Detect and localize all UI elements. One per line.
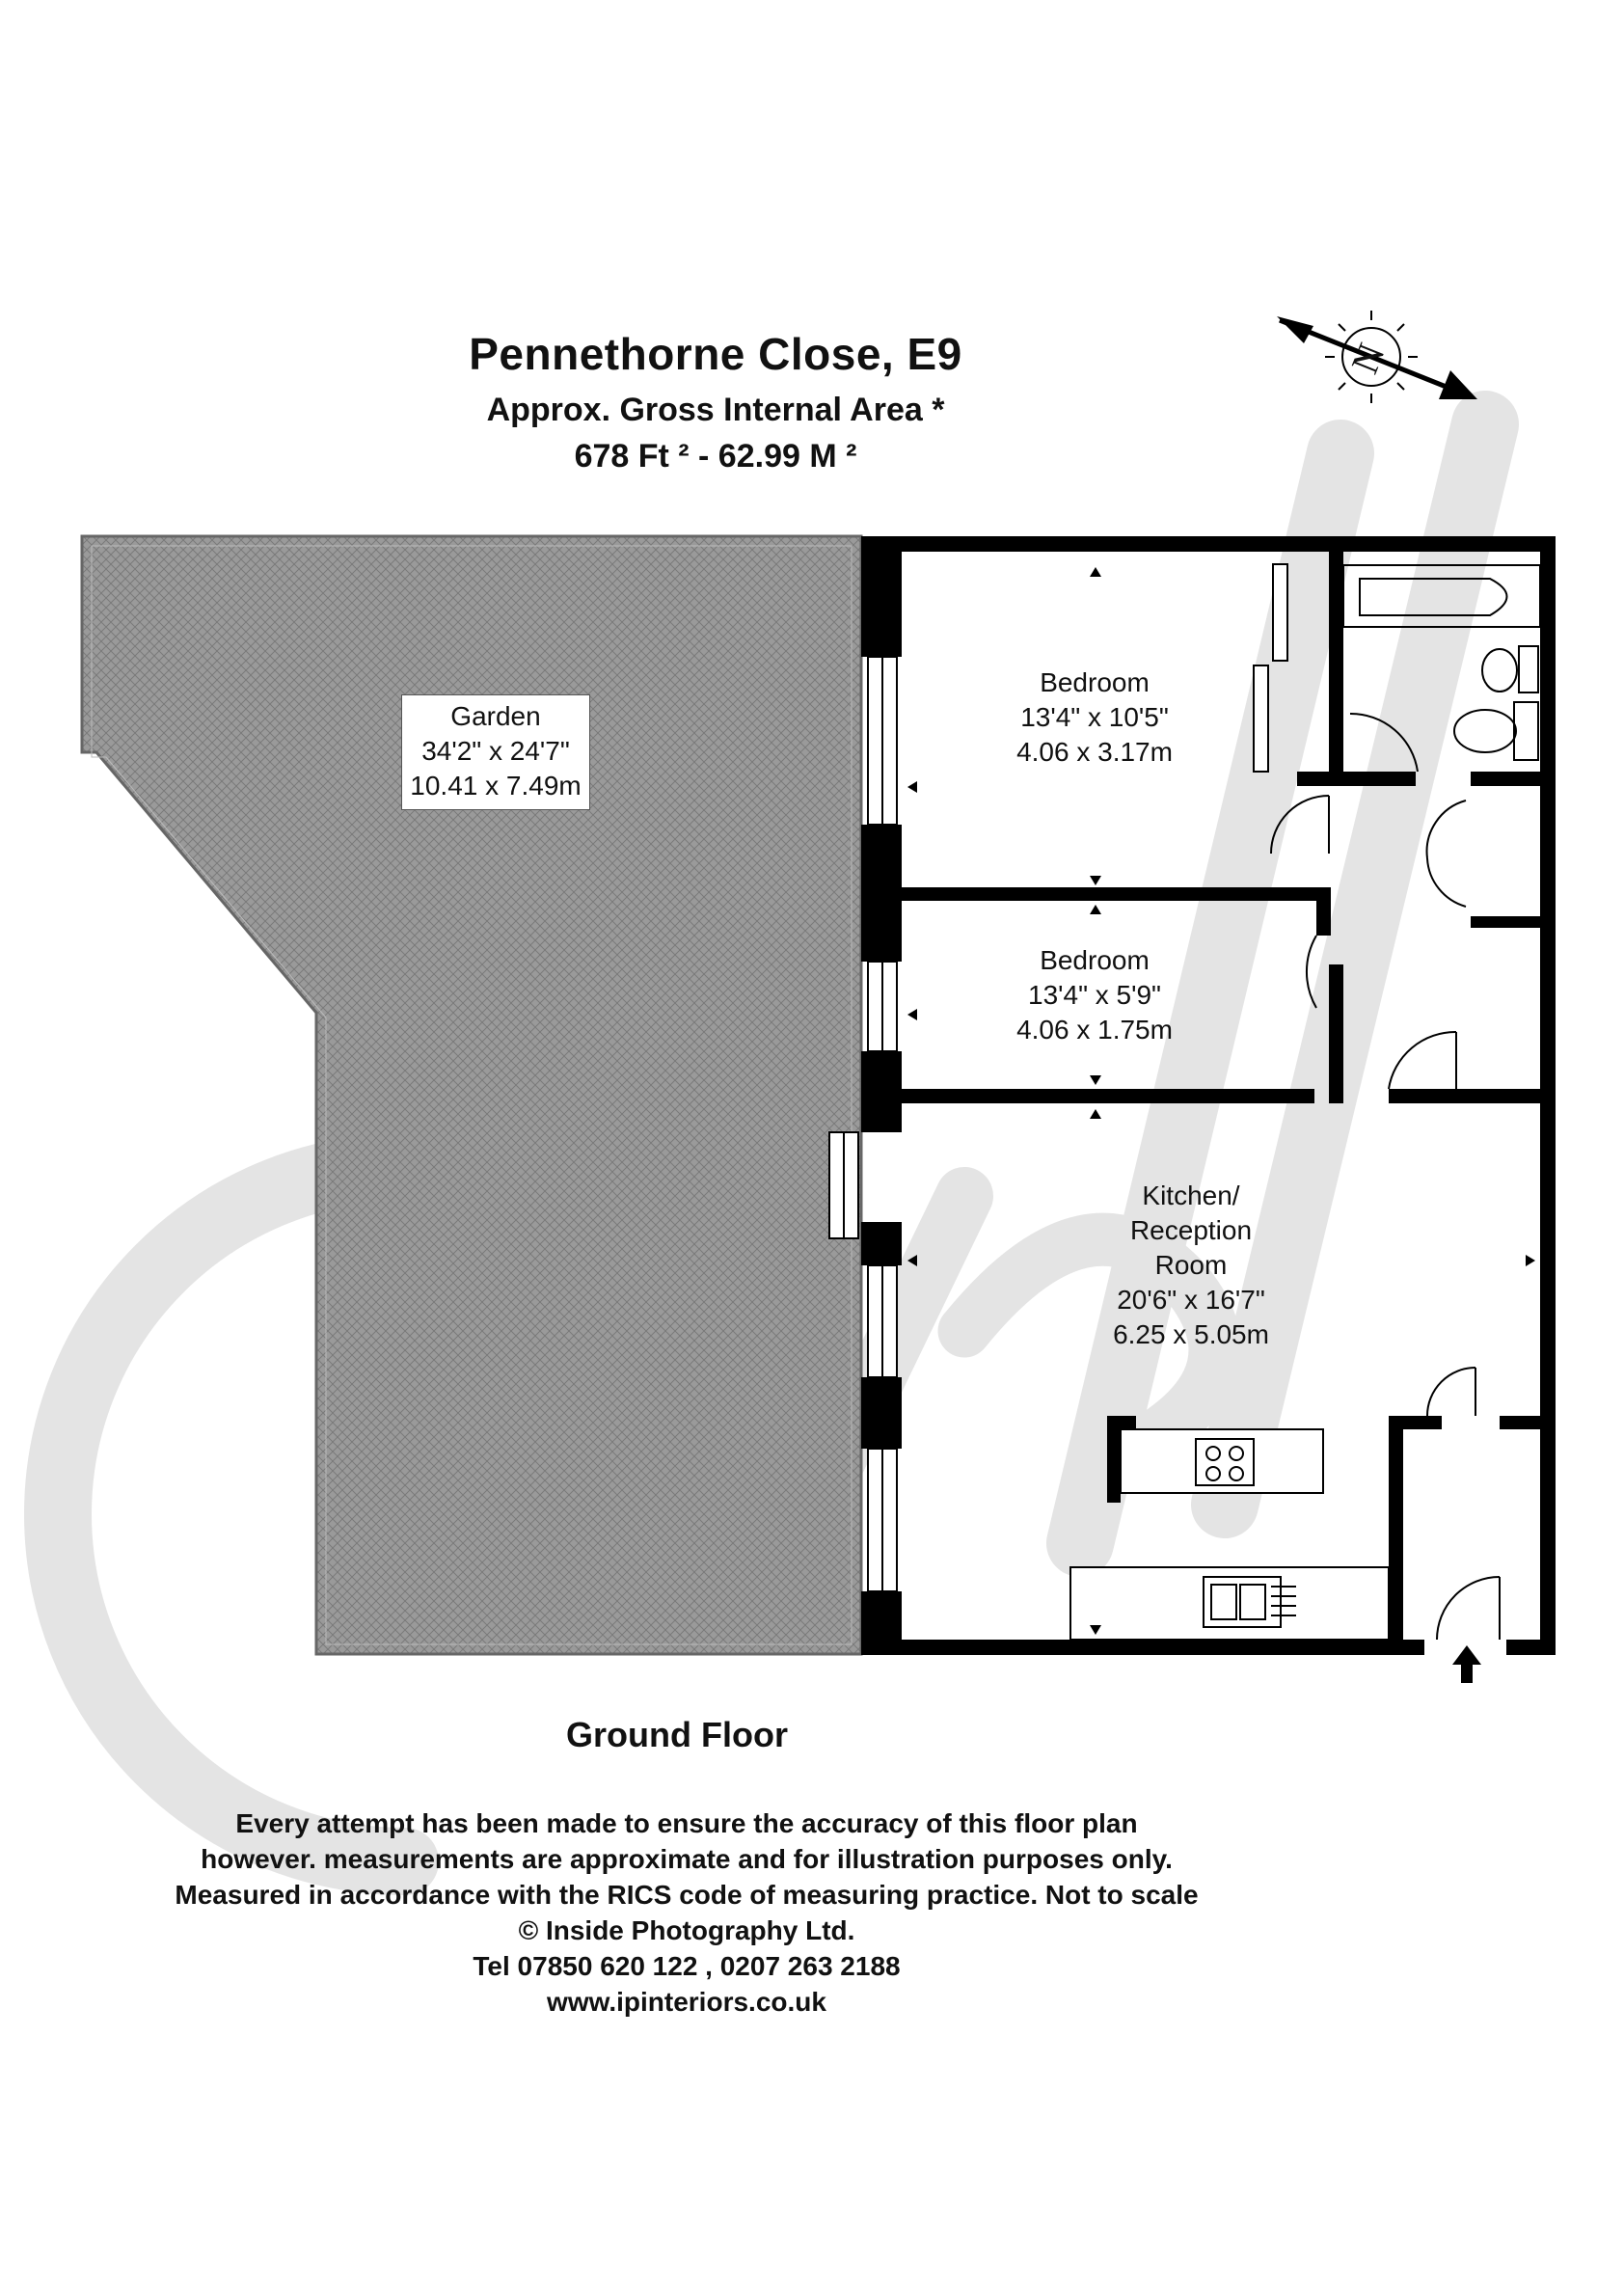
phone-line: Tel 07850 620 122 , 0207 263 2188: [473, 1951, 901, 1981]
room-name-line2: Reception: [1129, 1215, 1253, 1245]
room-metric: 10.41 x 7.49m: [410, 771, 582, 801]
watermark-text: [0, 0, 1, 1]
room-name-line1: Kitchen/: [1142, 1181, 1240, 1210]
garden-label: [401, 694, 590, 810]
room-metric: 6.25 x 5.05m: [1113, 1319, 1269, 1349]
room-metric: 4.06 x 3.17m: [1016, 737, 1173, 767]
kitchen-reception-label: [1061, 1179, 1321, 1352]
page-subtitle: Approx. Gross Internal Area *: [486, 392, 945, 428]
floor-label: Ground Floor: [566, 1715, 788, 1754]
room-imperial: 13'4" x 5'9": [1028, 980, 1161, 1010]
disclaimer-line-2: however. measurements are approximate and for illustration purposes only.: [201, 1844, 1173, 1874]
room-metric: 4.06 x 1.75m: [1016, 1015, 1173, 1045]
website-line: www.ipinteriors.co.uk: [547, 1987, 826, 2017]
room-name: Bedroom: [1040, 945, 1150, 975]
bedroom-2-label: [964, 943, 1225, 1047]
bedroom-1-label: [964, 665, 1225, 770]
disclaimer-line-3: Measured in accordance with the RICS code of measuring practice. Not to scale: [175, 1880, 1199, 1910]
copyright-line: © Inside Photography Ltd.: [518, 1915, 855, 1945]
room-imperial: 34'2" x 24'7": [421, 736, 570, 766]
compass-label: N: [1342, 337, 1394, 380]
room-name-line3: Room: [1154, 1250, 1228, 1280]
room-name: Garden: [450, 701, 541, 731]
area-label: 678 Ft ² - 62.99 M ²: [574, 438, 857, 475]
room-imperial: 20'6" x 16'7": [1117, 1285, 1265, 1315]
room-name: Bedroom: [1040, 667, 1150, 697]
page-title: Pennethorne Close, E9: [469, 329, 962, 379]
entrance-arrow-icon: [1452, 1645, 1481, 1683]
room-imperial: 13'4" x 10'5": [1020, 702, 1169, 732]
disclaimer-line-1: Every attempt has been made to ensure the accuracy of this floor plan: [235, 1808, 1138, 1838]
